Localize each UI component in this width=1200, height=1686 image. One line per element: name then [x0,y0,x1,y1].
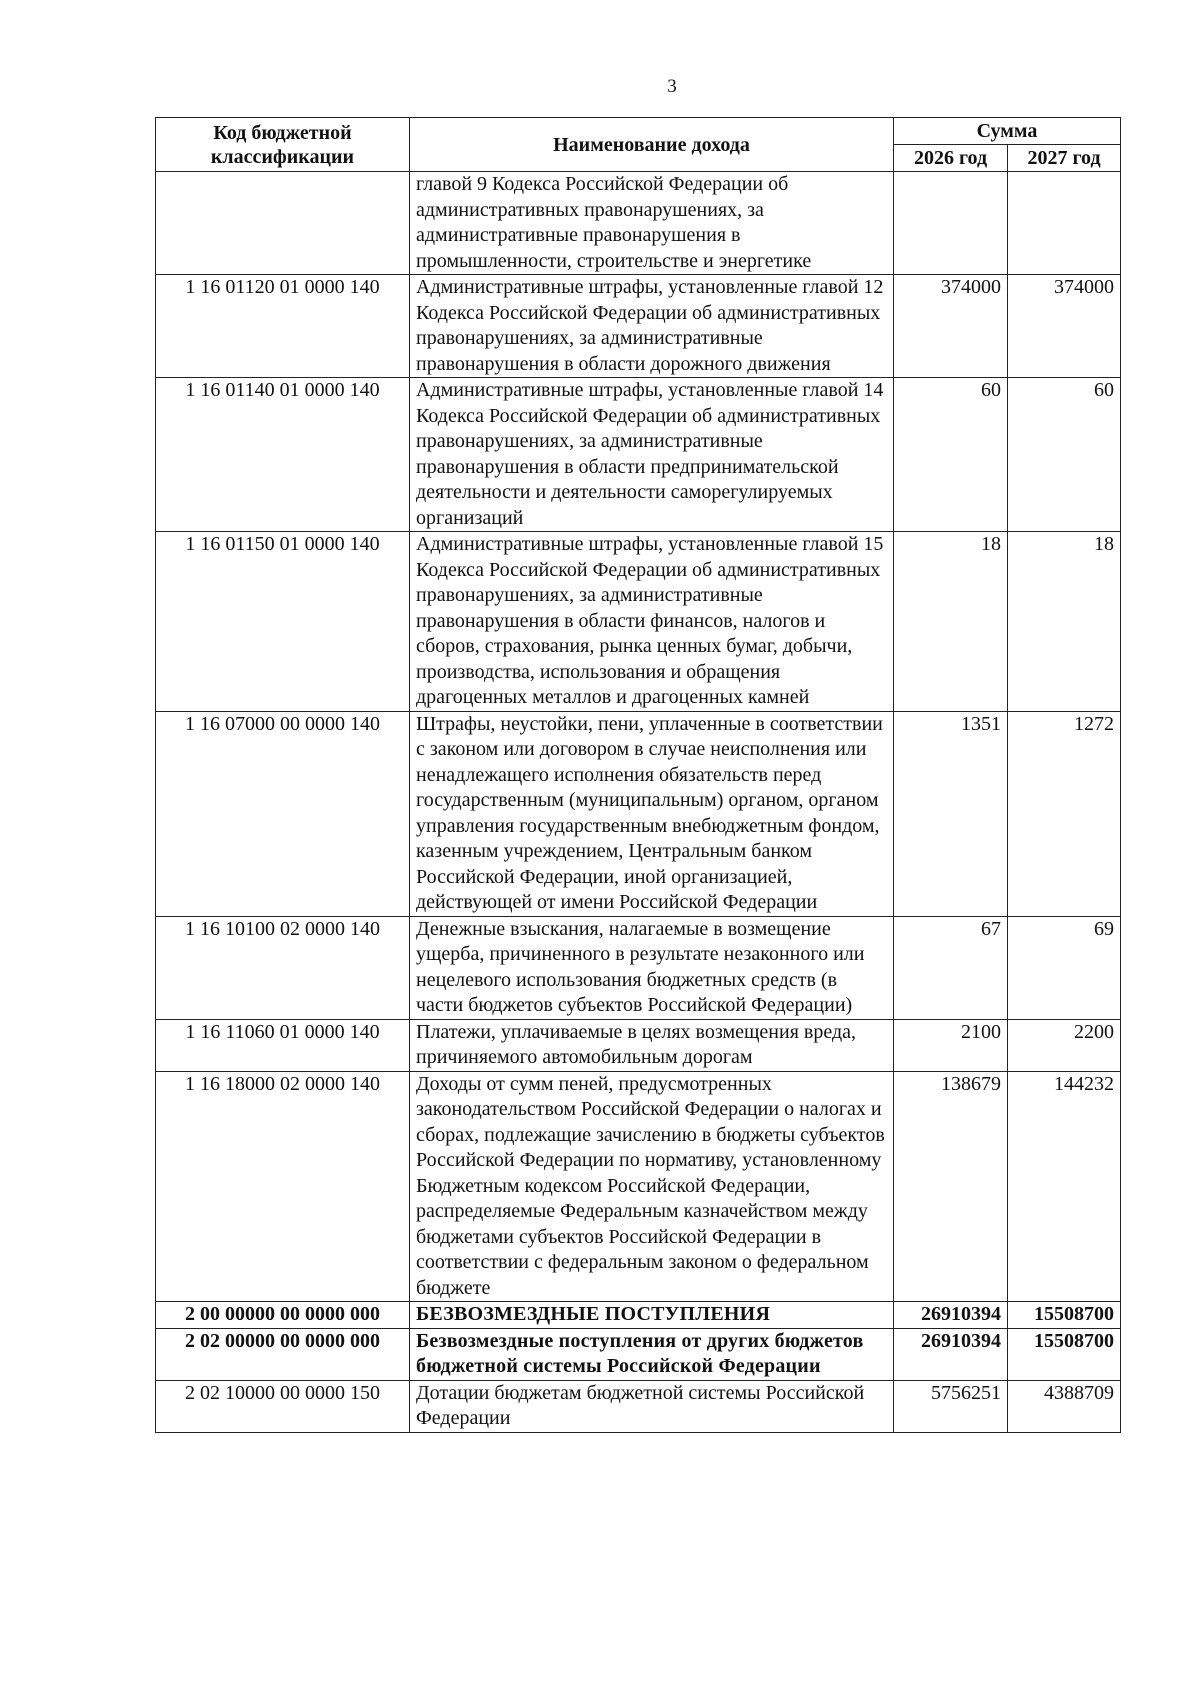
row-value-2027: 69 [1008,916,1121,1019]
row-code: 2 00 00000 00 0000 000 [156,1302,410,1329]
row-value-2027: 4388709 [1008,1380,1121,1432]
row-code: 1 16 18000 02 0000 140 [156,1071,410,1302]
header-sum: Сумма [894,118,1121,145]
row-value-2026 [894,172,1008,275]
row-code: 2 02 00000 00 0000 000 [156,1328,410,1380]
header-code: Код бюджетной классификации [156,118,410,172]
header-year-2026: 2026 год [894,145,1008,172]
table-header [156,118,1121,172]
header-year-2027: 2027 год [1008,145,1121,172]
table-row [156,172,1121,275]
row-value-2026: 26910394 [894,1302,1008,1329]
row-value-2026: 60 [894,378,1008,532]
row-value-2026: 67 [894,916,1008,1019]
row-value-2026: 18 [894,532,1008,712]
table-row [156,1380,1121,1432]
table-row [156,1019,1121,1071]
row-name: Административные штрафы, установленные главой 12 Кодекса Российской Федерации об административных правонарушениях, за административные правонарушения в области дорожного движения [410,275,894,378]
row-code: 1 16 01120 01 0000 140 [156,275,410,378]
row-name: Штрафы, неустойки, пени, уплаченные в соответствии с законом или договором в случае неисполнения или ненадлежащего исполнения обязательств перед государственным (муниципальным) органом, органом управления государственным внебюджетным фондом, казенным учреждением, Центральным банком Российской Федерации, иной организацией, действующей от имени Российской Федерации [410,711,894,916]
row-code: 1 16 01150 01 0000 140 [156,532,410,712]
table-row [156,916,1121,1019]
row-value-2026: 26910394 [894,1328,1008,1380]
revenue-table [155,117,1121,1433]
row-value-2026: 2100 [894,1019,1008,1071]
table-row-total [156,1302,1121,1329]
table-row-subtotal [156,1328,1121,1380]
row-value-2026: 1351 [894,711,1008,916]
row-name: Дотации бюджетам бюджетной системы Российской Федерации [410,1380,894,1432]
table-row [156,275,1121,378]
row-code: 1 16 11060 01 0000 140 [156,1019,410,1071]
row-value-2027: 15508700 [1008,1328,1121,1380]
row-name: Доходы от сумм пеней, предусмотренных законодательством Российской Федерации о налогах и сборах, подлежащие зачислению в бюджеты субъектов Российской Федерации по нормативу, установленному Бюджетным кодексом Российской Федерации, распределяемые Федеральным казначейством между бюджетами субъектов Российской Федерации в соответствии с федеральным законом о федеральном бюджете [410,1071,894,1302]
row-value-2027 [1008,172,1121,275]
table-row [156,1071,1121,1302]
row-value-2027: 60 [1008,378,1121,532]
row-value-2027: 15508700 [1008,1302,1121,1329]
row-value-2026: 374000 [894,275,1008,378]
row-value-2027: 2200 [1008,1019,1121,1071]
table-row [156,711,1121,916]
row-value-2027: 144232 [1008,1071,1121,1302]
row-value-2026: 5756251 [894,1380,1008,1432]
table-row [156,532,1121,712]
row-value-2027: 18 [1008,532,1121,712]
row-name: Денежные взыскания, налагаемые в возмещение ущерба, причиненного в результате незаконного или нецелевого использования бюджетных средств (в части бюджетов субъектов Российской Федерации) [410,916,894,1019]
row-code: 1 16 01140 01 0000 140 [156,378,410,532]
row-name: Платежи, уплачиваемые в целях возмещения вреда, причиняемого автомобильным дорогам [410,1019,894,1071]
row-code: 2 02 10000 00 0000 150 [156,1380,410,1432]
row-value-2027: 374000 [1008,275,1121,378]
row-name: Административные штрафы, установленные главой 15 Кодекса Российской Федерации об административных правонарушениях, за административные правонарушения в области финансов, налогов и сборов, страхования, рынка ценных бумаг, добычи, производства, использования и обращения драгоценных металлов и драгоценных камней [410,532,894,712]
row-name: Безвозмездные поступления от других бюджетов бюджетной системы Российской Федерации [410,1328,894,1380]
page-number: 3 [667,76,677,97]
row-code: 1 16 07000 00 0000 140 [156,711,410,916]
header-name: Наименование дохода [410,118,894,172]
row-code [156,172,410,275]
table-row [156,378,1121,532]
row-name: главой 9 Кодекса Российской Федерации об административных правонарушениях, за административные правонарушения в промышленности, строительстве и энергетике [410,172,894,275]
row-name: БЕЗВОЗМЕЗДНЫЕ ПОСТУПЛЕНИЯ [410,1302,894,1329]
row-value-2027: 1272 [1008,711,1121,916]
row-code: 1 16 10100 02 0000 140 [156,916,410,1019]
row-name: Административные штрафы, установленные главой 14 Кодекса Российской Федерации об административных правонарушениях, за административные правонарушения в области предпринимательской деятельности и деятельности саморегулируемых организаций [410,378,894,532]
row-value-2026: 138679 [894,1071,1008,1302]
